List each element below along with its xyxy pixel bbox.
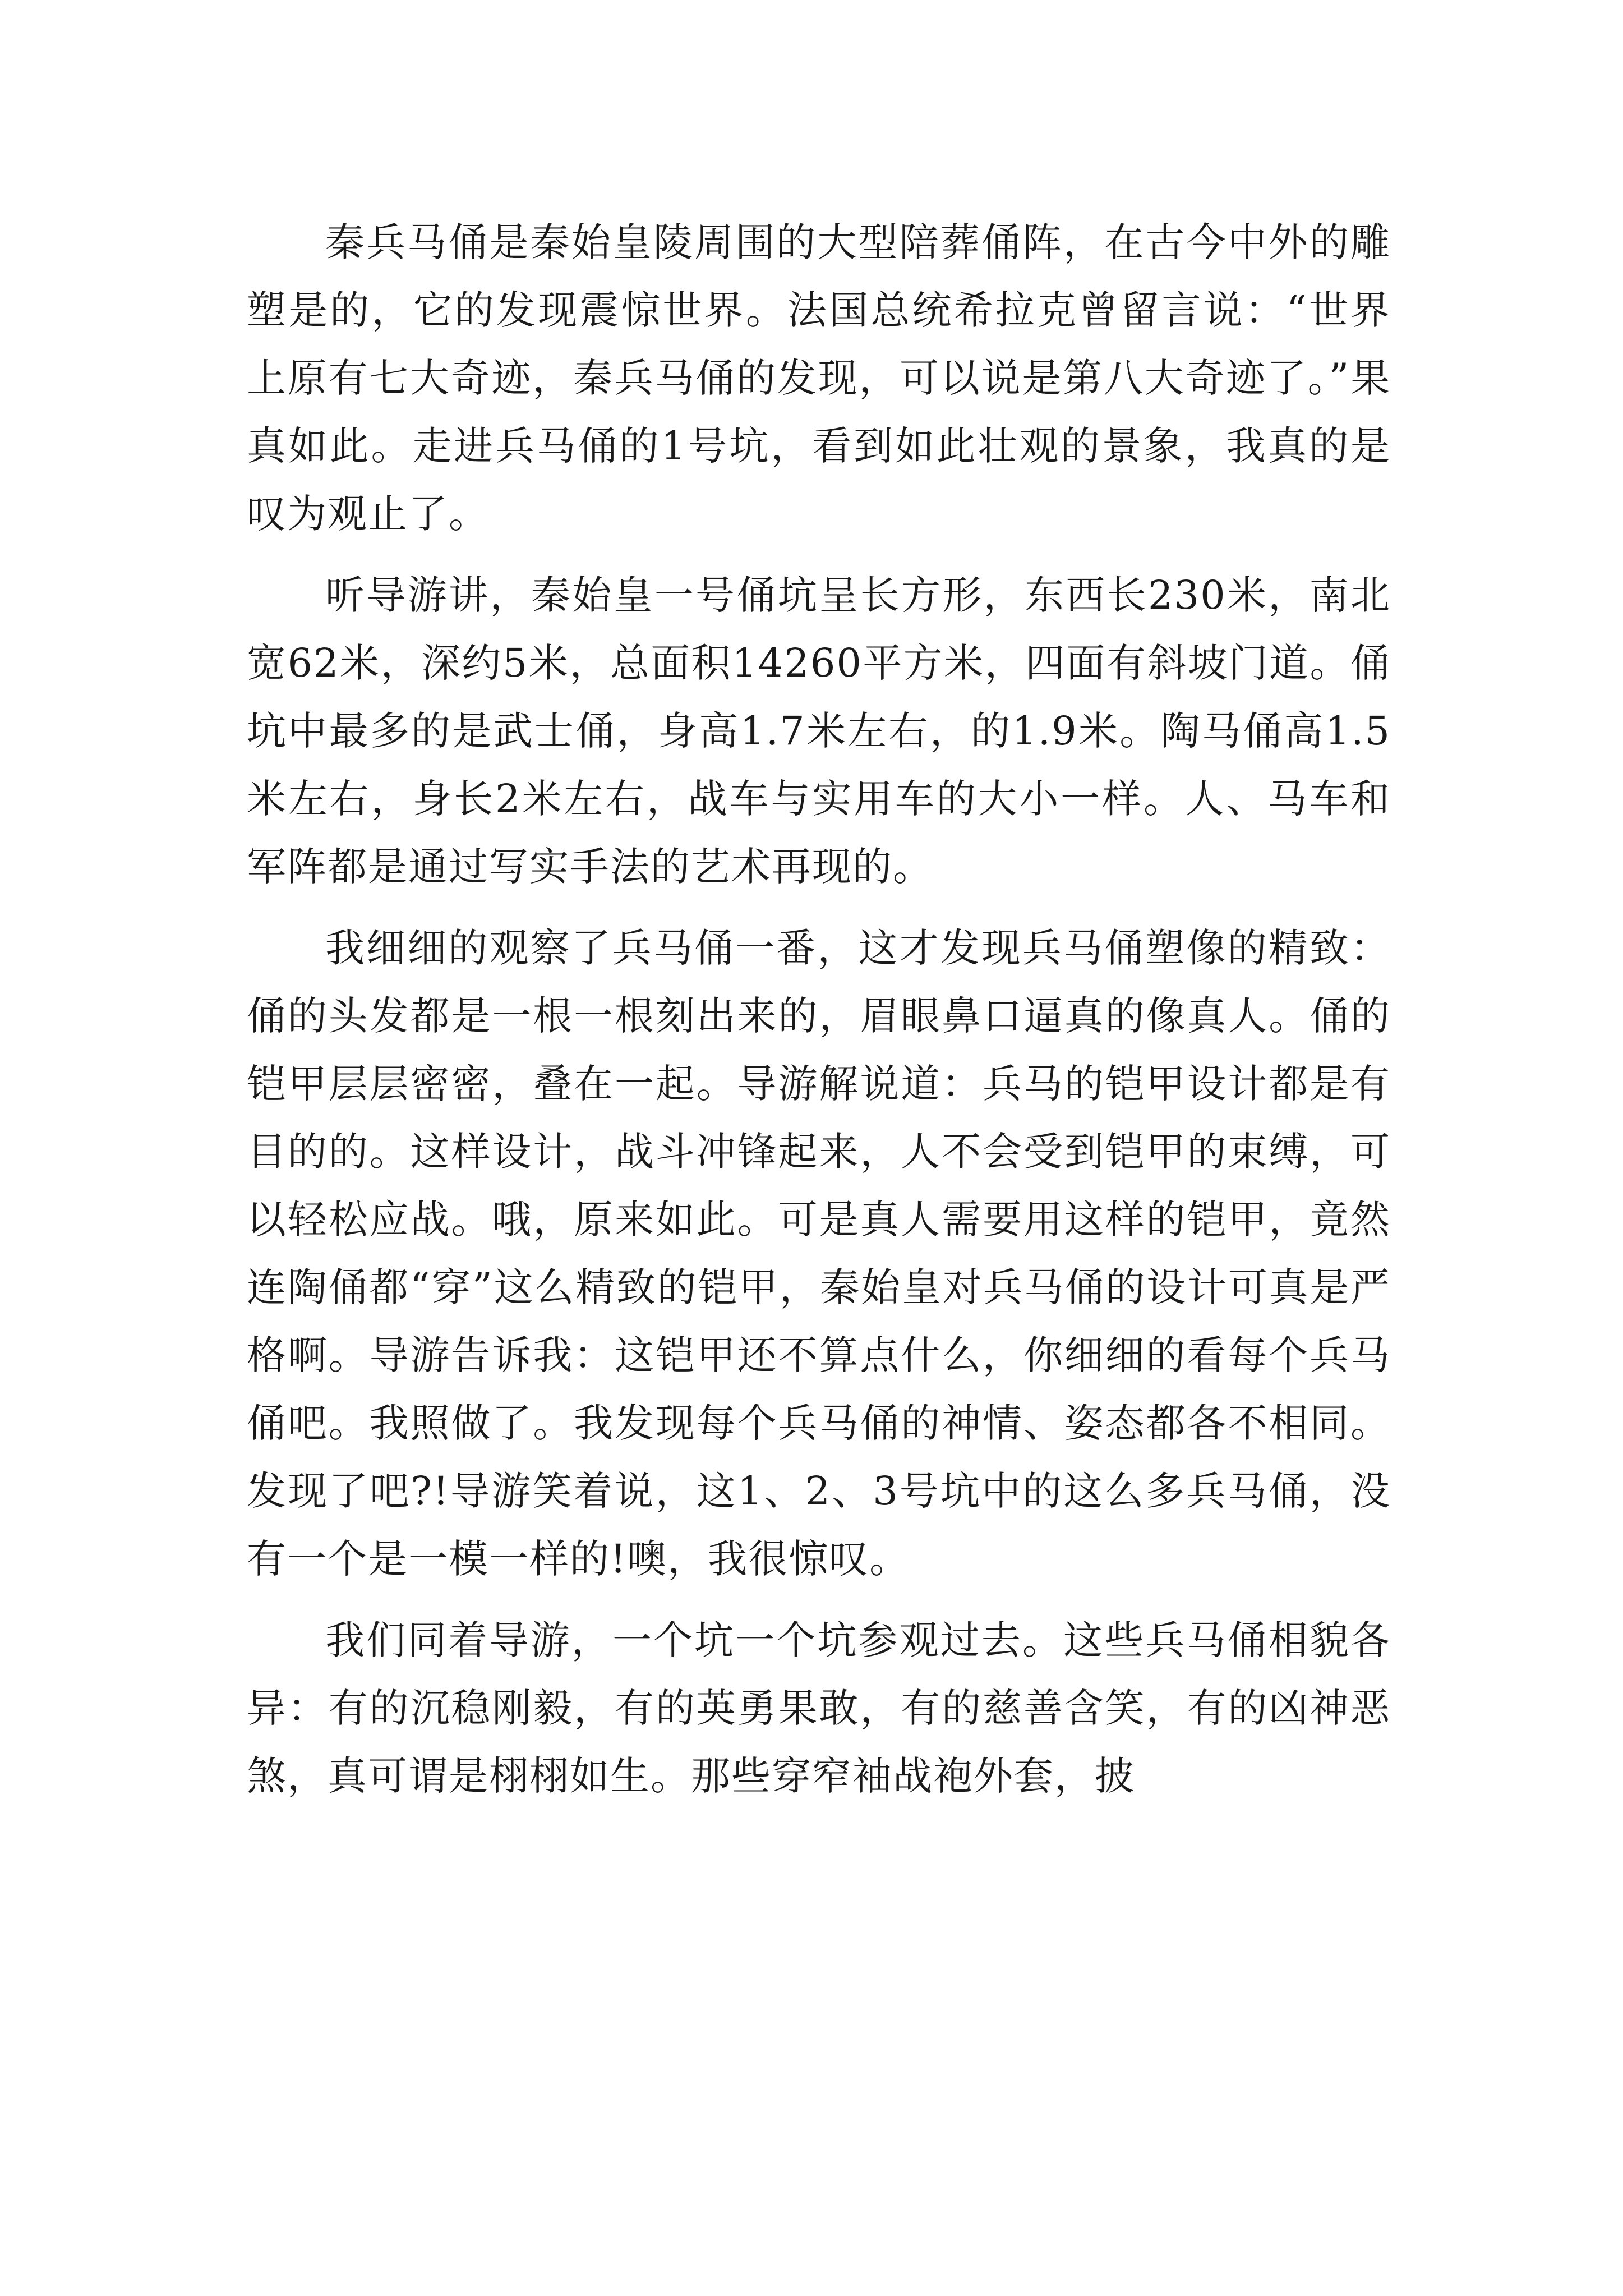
paragraph-3: 我细细的观察了兵马俑一番，这才发现兵马俑塑像的精致：俑的头发都是一根一根刻出来的，眉眼鼻口逼真的像真人。俑的铠甲层层密密，叠在一起。导游解说道：兵马的铠甲设计都是有目的的。这样设计，战斗冲锋起来，人不会受到铠甲的束缚，可以轻松应战。哦，原来如此。可是真人需要用这样的铠甲，竟然连陶俑都“穿”这么精致的铠甲，秦始皇对兵马俑的设计可真是严格啊。导游告诉我：这铠甲还不算点什么，你细细的看每个兵马俑吧。我照做了。我发现每个兵马俑的神情、姿态都各不相同。发现了吧?!导游笑着说，这1、2、3号坑中的这么多兵马俑，没有一个是一模一样的!噢，我很惊叹。 xyxy=(247,925,1391,1582)
paragraph-4: 我们同着导游，一个坑一个坑参观过去。这些兵马俑相貌各异：有的沉稳刚毅，有的英勇果敢，有的慈善含笑，有的凶神恶煞，真可谓是栩栩如生。那些穿窄袖战袍外套，披 xyxy=(247,1617,1391,1799)
paragraph-1: 秦兵马俑是秦始皇陵周围的大型陪葬俑阵，在古今中外的雕塑是的，它的发现震惊世界。法国总统希拉克曾留言说：“世界上原有七大奇迹，秦兵马俑的发现，可以说是第八大奇迹了。”果真如此。走进兵马俑的1号坑，看到如此壮观的景象，我真的是叹为观止了。 xyxy=(247,219,1391,537)
article-body xyxy=(247,209,1391,1824)
paragraph-2: 听导游讲，秦始皇一号俑坑呈长方形，东西长230米，南北宽62米，深约5米，总面积14260平方米，四面有斜坡门道。俑坑中最多的是武士俑，身高1.7米左右，的1.9米。陶马俑高1.5米左右，身长2米左右，战车与实用车的大小一样。人、马车和军阵都是通过写实手法的艺术再现的。 xyxy=(247,572,1391,890)
